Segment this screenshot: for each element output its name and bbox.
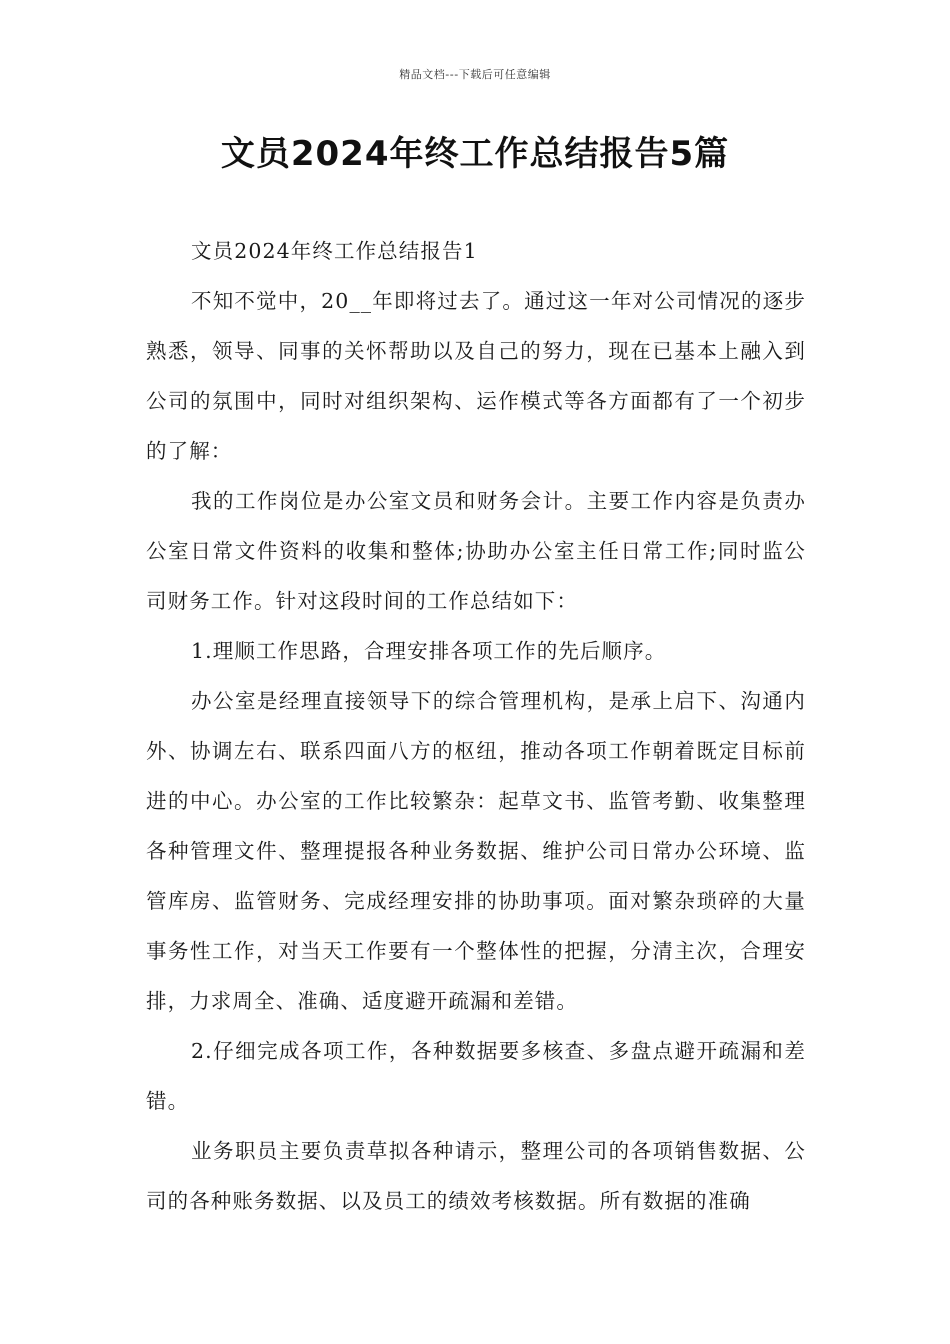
paragraph: 办公室是经理直接领导下的综合管理机构，是承上启下、沟通内外、协调左右、联系四面八方的枢纽，推动各项工作朝着既定目标前进的中心。办公室的工作比较繁杂：起草文书、监管考勤、收集整理各种管理文件、整理提报各种业务数据、维护公司日常办公环境、监管库房、监管财务、完成经理安排的协助事项。面对繁杂琐碎的大量事务性工作，对当天工作要有一个整体性的把握，分清主次，合理安排，力求周全、准确、适度避开疏漏和差错。 [146,689,806,1013]
document-body [146,226,806,1226]
section-heading: 文员2024年终工作总结报告1 [191,239,478,263]
header-note: 精品文档---下载后可任意编辑 [399,68,551,81]
numbered-point: 2.仔细完成各项工作，各种数据要多核查、多盘点避开疏漏和差错。 [146,1039,806,1113]
paragraph: 我的工作岗位是办公室文员和财务会计。主要工作内容是负责办公室日常文件资料的收集和整体;协助办公室主任日常工作;同时监公司财务工作。针对这段时间的工作总结如下： [146,489,806,613]
document-title: 文员2024年终工作总结报告5篇 [220,134,730,174]
paragraph: 业务职员主要负责草拟各种请示，整理公司的各项销售数据、公司的各种账务数据、以及员工的绩效考核数据。所有数据的准确 [146,1139,806,1213]
numbered-point: 1.理顺工作思路，合理安排各项工作的先后顺序。 [191,639,667,663]
paragraph: 不知不觉中，20__年即将过去了。通过这一年对公司情况的逐步熟悉，领导、同事的关怀帮助以及自己的努力，现在已基本上融入到公司的氛围中，同时对组织架构、运作模式等各方面都有了一个初步的了解： [146,289,806,463]
